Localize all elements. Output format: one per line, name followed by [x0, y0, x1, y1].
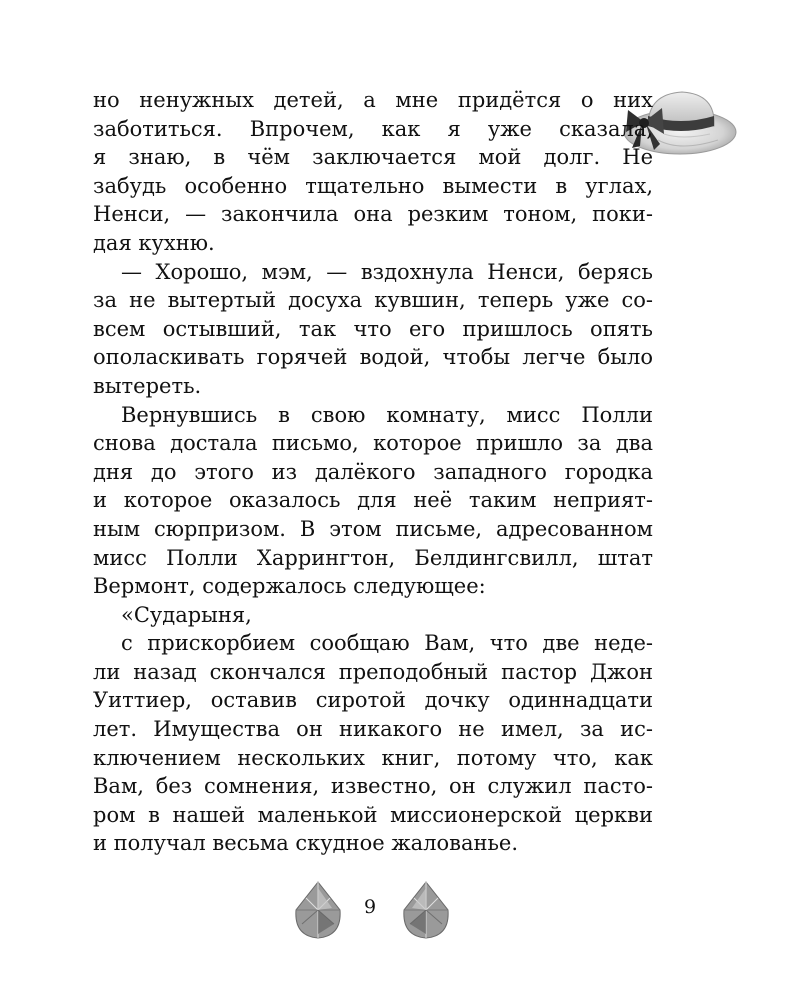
page-number: 9	[363, 896, 377, 918]
text-line: ли назад скончался преподобный пастор Джон	[93, 659, 653, 684]
text-line: но ненужных детей, а мне придётся о них	[93, 88, 653, 112]
body-text	[93, 86, 653, 858]
text-line: ключением нескольких книг, потому что, как	[93, 745, 653, 770]
text-line: ным сюрпризом. В этом письме, адресованном	[93, 516, 653, 541]
text-line: Вермонт, содержалось следующее:	[93, 574, 486, 599]
text-line: Вернувшись в свою комнату, мисс Полли	[121, 402, 653, 427]
text-line: вытереть.	[93, 373, 202, 398]
text-line: дая кухню.	[93, 230, 215, 255]
text-line: ром в нашей маленькой миссионерской церкви	[93, 802, 653, 827]
text-line: Ненси, — закончила она резким тоном, поки-	[93, 202, 653, 227]
text-line: снова достала письмо, которое пришло за два	[93, 431, 653, 456]
text-line: заботиться. Впрочем, как я уже сказала,	[93, 116, 653, 141]
text-line: забудь особенно тщательно вымести в углах,	[93, 173, 653, 198]
text-line: за не вытертый досуха кувшин, теперь уже со-	[93, 288, 653, 313]
text-line: ополаскивать горячей водой, чтобы легче было	[93, 345, 653, 370]
text-line: с прискорбием сообщаю Вам, что две неде-	[121, 631, 653, 656]
text-line: и получал весьма скудное жалованье.	[93, 831, 519, 856]
text-line: лет. Имущества он никакого не имел, за ис-	[93, 717, 653, 742]
gem-icon	[400, 880, 452, 940]
text-line: «Сударыня,	[121, 602, 252, 627]
text-line: всем остывший, так что его пришлось опять	[93, 316, 653, 341]
page-footer	[0, 880, 800, 940]
text-line: — Хорошо, мэм, — вздохнула Ненси, берясь	[121, 259, 653, 284]
text-line: и которое оказалось для неё таким неприят-	[93, 488, 653, 513]
gem-icon	[292, 880, 344, 940]
text-line: Вам, без сомнения, известно, он служил пасто-	[93, 774, 653, 799]
text-line: я знаю, в чём заключается мой долг. Не	[93, 145, 653, 170]
text-line: мисс Полли Харрингтон, Белдингсвилл, штат	[93, 545, 653, 570]
text-line: Уиттиер, оставив сиротой дочку одиннадцати	[93, 688, 653, 713]
text-line: дня до этого из далёкого западного городка	[93, 459, 653, 484]
